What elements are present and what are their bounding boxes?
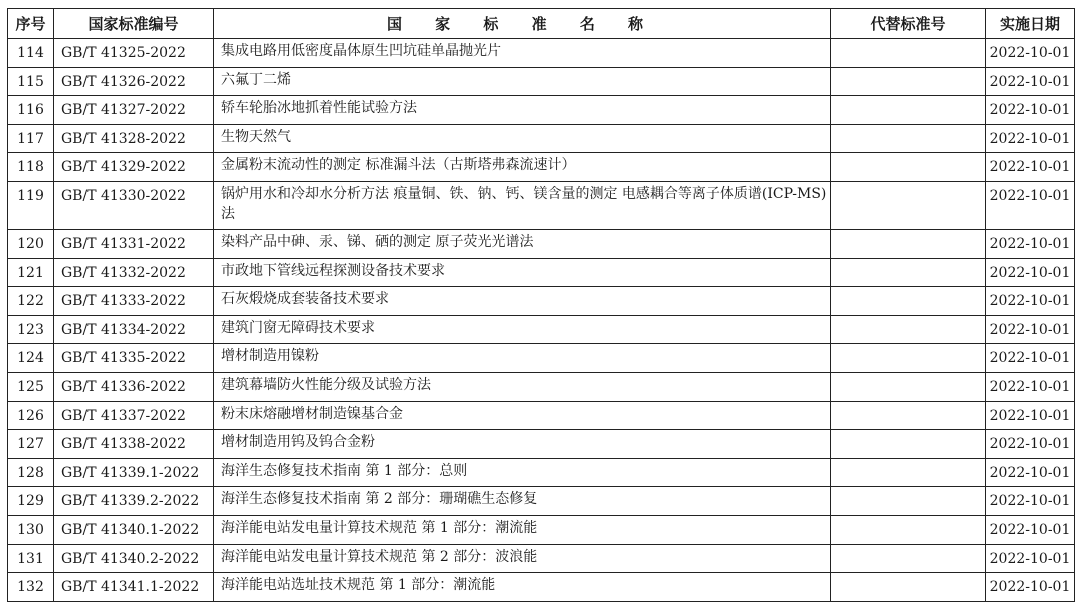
row-replace xyxy=(831,315,986,344)
row-title: 金属粉末流动性的测定 标准漏斗法（古斯塔弗森流速计） xyxy=(214,153,831,182)
row-date: 2022-10-01 xyxy=(986,401,1075,430)
row-date: 2022-10-01 xyxy=(986,515,1075,544)
row-seq: 124 xyxy=(8,344,54,373)
row-replace xyxy=(831,287,986,316)
row-seq: 125 xyxy=(8,372,54,401)
row-replace xyxy=(831,372,986,401)
row-date: 2022-10-01 xyxy=(986,487,1075,516)
row-replace xyxy=(831,39,986,68)
table-row xyxy=(8,573,1075,602)
row-date: 2022-10-01 xyxy=(986,96,1075,125)
row-title: 锅炉用水和冷却水分析方法 痕量铜、铁、钠、钙、镁含量的测定 电感耦合等离子体质谱(ICP-MS)法 xyxy=(214,181,831,229)
row-date: 2022-10-01 xyxy=(986,287,1075,316)
row-date: 2022-10-01 xyxy=(986,344,1075,373)
row-replace xyxy=(831,430,986,459)
row-code: GB/T 41328-2022 xyxy=(54,124,214,153)
row-seq: 119 xyxy=(8,181,54,229)
row-replace xyxy=(831,153,986,182)
header-seq: 序号 xyxy=(8,9,54,39)
row-title: 生物天然气 xyxy=(214,124,831,153)
row-seq: 118 xyxy=(8,153,54,182)
row-code: GB/T 41329-2022 xyxy=(54,153,214,182)
header-title: 国 家 标 准 名 称 xyxy=(214,9,831,39)
row-seq: 130 xyxy=(8,515,54,544)
table-row xyxy=(8,287,1075,316)
table-row xyxy=(8,153,1075,182)
row-seq: 129 xyxy=(8,487,54,516)
row-date: 2022-10-01 xyxy=(986,124,1075,153)
row-code: GB/T 41339.2-2022 xyxy=(54,487,214,516)
table-row xyxy=(8,430,1075,459)
table-row xyxy=(8,315,1075,344)
row-date: 2022-10-01 xyxy=(986,430,1075,459)
row-code: GB/T 41338-2022 xyxy=(54,430,214,459)
row-seq: 127 xyxy=(8,430,54,459)
row-seq: 126 xyxy=(8,401,54,430)
row-replace xyxy=(831,181,986,229)
row-seq: 132 xyxy=(8,573,54,602)
row-title: 粉末床熔融增材制造镍基合金 xyxy=(214,401,831,430)
row-code: GB/T 41341.1-2022 xyxy=(54,573,214,602)
row-code: GB/T 41340.1-2022 xyxy=(54,515,214,544)
row-date: 2022-10-01 xyxy=(986,258,1075,287)
header-code: 国家标准编号 xyxy=(54,9,214,39)
row-code: GB/T 41334-2022 xyxy=(54,315,214,344)
table-row xyxy=(8,372,1075,401)
row-date: 2022-10-01 xyxy=(986,458,1075,487)
row-date: 2022-10-01 xyxy=(986,67,1075,96)
row-replace xyxy=(831,515,986,544)
row-seq: 128 xyxy=(8,458,54,487)
header-date: 实施日期 xyxy=(986,9,1075,39)
row-title: 六氟丁二烯 xyxy=(214,67,831,96)
table-row xyxy=(8,67,1075,96)
standards-table xyxy=(7,8,1075,602)
row-title: 增材制造用镍粉 xyxy=(214,344,831,373)
row-seq: 114 xyxy=(8,39,54,68)
table-row xyxy=(8,544,1075,573)
row-date: 2022-10-01 xyxy=(986,39,1075,68)
row-title: 海洋能电站选址技术规范 第 1 部分：潮流能 xyxy=(214,573,831,602)
row-date: 2022-10-01 xyxy=(986,372,1075,401)
row-date: 2022-10-01 xyxy=(986,153,1075,182)
row-code: GB/T 41339.1-2022 xyxy=(54,458,214,487)
table-row xyxy=(8,515,1075,544)
row-title: 增材制造用钨及钨合金粉 xyxy=(214,430,831,459)
table-header xyxy=(8,9,1075,39)
row-seq: 115 xyxy=(8,67,54,96)
row-replace xyxy=(831,573,986,602)
table-row xyxy=(8,344,1075,373)
row-code: GB/T 41340.2-2022 xyxy=(54,544,214,573)
row-date: 2022-10-01 xyxy=(986,229,1075,258)
row-code: GB/T 41332-2022 xyxy=(54,258,214,287)
row-title: 市政地下管线远程探测设备技术要求 xyxy=(214,258,831,287)
row-seq: 123 xyxy=(8,315,54,344)
row-seq: 120 xyxy=(8,229,54,258)
row-title: 海洋生态修复技术指南 第 1 部分：总则 xyxy=(214,458,831,487)
row-title: 海洋能电站发电量计算技术规范 第 2 部分：波浪能 xyxy=(214,544,831,573)
row-date: 2022-10-01 xyxy=(986,315,1075,344)
row-code: GB/T 41335-2022 xyxy=(54,344,214,373)
table-row xyxy=(8,401,1075,430)
row-seq: 117 xyxy=(8,124,54,153)
row-date: 2022-10-01 xyxy=(986,544,1075,573)
row-title: 集成电路用低密度晶体原生凹坑硅单晶抛光片 xyxy=(214,39,831,68)
row-replace xyxy=(831,124,986,153)
row-replace xyxy=(831,229,986,258)
row-code: GB/T 41331-2022 xyxy=(54,229,214,258)
row-date: 2022-10-01 xyxy=(986,181,1075,229)
row-seq: 116 xyxy=(8,96,54,125)
row-replace xyxy=(831,258,986,287)
table-body xyxy=(8,39,1075,602)
table-row xyxy=(8,487,1075,516)
row-title: 轿车轮胎冰地抓着性能试验方法 xyxy=(214,96,831,125)
row-replace xyxy=(831,544,986,573)
row-code: GB/T 41326-2022 xyxy=(54,67,214,96)
table-row xyxy=(8,258,1075,287)
row-title: 海洋能电站发电量计算技术规范 第 1 部分：潮流能 xyxy=(214,515,831,544)
header-replace: 代替标准号 xyxy=(831,9,986,39)
row-code: GB/T 41327-2022 xyxy=(54,96,214,125)
table-row xyxy=(8,39,1075,68)
row-date: 2022-10-01 xyxy=(986,573,1075,602)
table-row xyxy=(8,181,1075,229)
row-code: GB/T 41325-2022 xyxy=(54,39,214,68)
row-replace xyxy=(831,401,986,430)
row-title: 建筑门窗无障碍技术要求 xyxy=(214,315,831,344)
row-code: GB/T 41337-2022 xyxy=(54,401,214,430)
row-title: 染料产品中砷、汞、锑、硒的测定 原子荧光光谱法 xyxy=(214,229,831,258)
table-row xyxy=(8,229,1075,258)
row-replace xyxy=(831,487,986,516)
row-title: 海洋生态修复技术指南 第 2 部分：珊瑚礁生态修复 xyxy=(214,487,831,516)
row-title: 建筑幕墙防火性能分级及试验方法 xyxy=(214,372,831,401)
header-row xyxy=(8,9,1075,39)
table-row xyxy=(8,96,1075,125)
row-code: GB/T 41333-2022 xyxy=(54,287,214,316)
row-seq: 131 xyxy=(8,544,54,573)
table-row xyxy=(8,458,1075,487)
row-seq: 122 xyxy=(8,287,54,316)
row-title: 石灰煅烧成套装备技术要求 xyxy=(214,287,831,316)
table-row xyxy=(8,124,1075,153)
row-replace xyxy=(831,96,986,125)
row-seq: 121 xyxy=(8,258,54,287)
row-replace xyxy=(831,458,986,487)
row-replace xyxy=(831,67,986,96)
row-code: GB/T 41330-2022 xyxy=(54,181,214,229)
row-replace xyxy=(831,344,986,373)
row-code: GB/T 41336-2022 xyxy=(54,372,214,401)
